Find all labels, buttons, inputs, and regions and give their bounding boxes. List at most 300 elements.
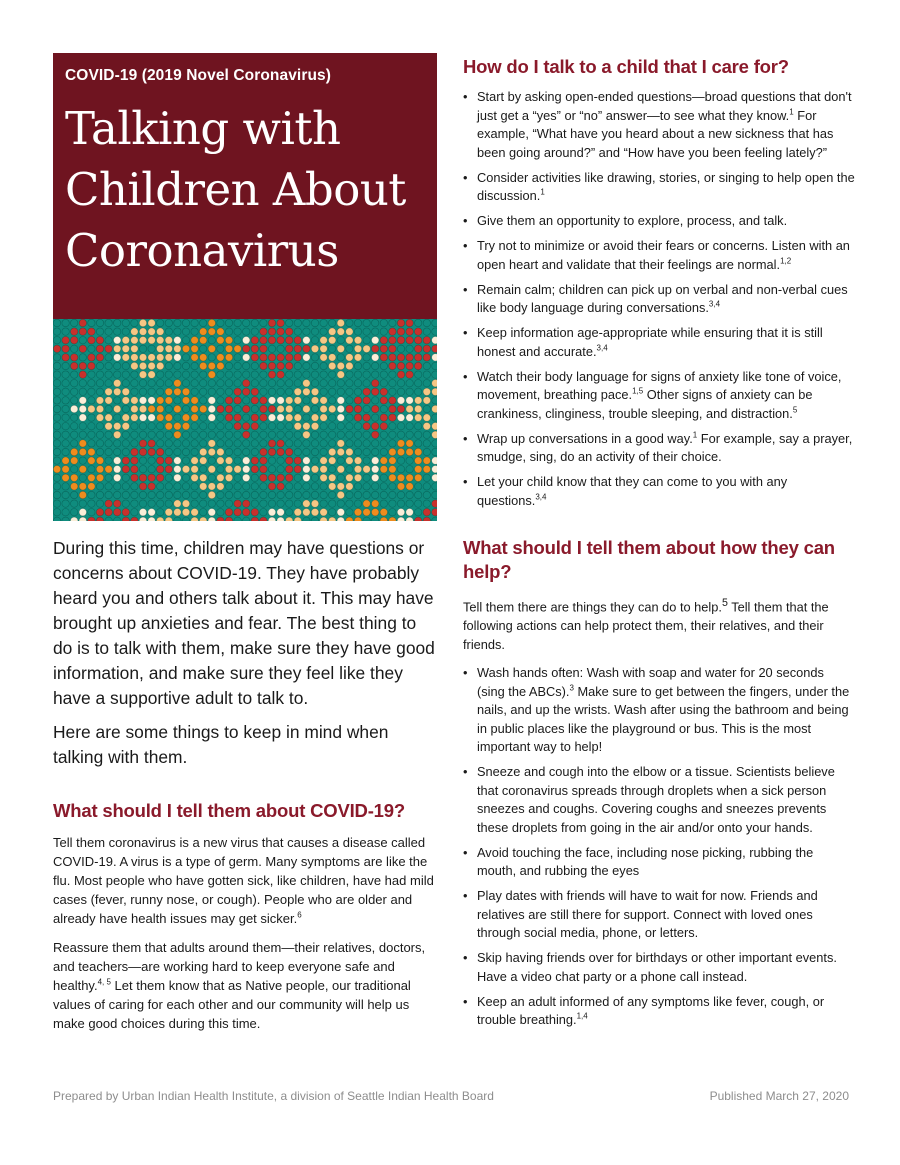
bead bbox=[225, 500, 232, 507]
bead bbox=[53, 371, 60, 378]
bead bbox=[337, 431, 344, 438]
bead bbox=[277, 448, 284, 455]
bead bbox=[225, 423, 232, 430]
section-paragraph bbox=[53, 938, 438, 1033]
list-item bbox=[463, 887, 855, 943]
bead bbox=[294, 474, 301, 481]
bead bbox=[346, 500, 353, 507]
bead bbox=[346, 337, 353, 344]
bead bbox=[165, 457, 172, 464]
bead bbox=[397, 431, 404, 438]
bead bbox=[320, 362, 327, 369]
bead bbox=[79, 405, 86, 412]
bead bbox=[320, 328, 327, 335]
bead bbox=[432, 354, 437, 361]
bead bbox=[303, 345, 310, 352]
bead bbox=[406, 371, 413, 378]
bead bbox=[174, 371, 181, 378]
bead bbox=[415, 466, 422, 473]
bead bbox=[320, 388, 327, 395]
bead bbox=[225, 405, 232, 412]
bead bbox=[329, 414, 336, 421]
bead bbox=[268, 500, 275, 507]
bead bbox=[131, 354, 138, 361]
list-item-text: Give them an opportunity to explore, process, and talk. bbox=[477, 213, 788, 228]
bead bbox=[432, 319, 437, 326]
bead bbox=[131, 517, 138, 521]
bead bbox=[277, 362, 284, 369]
bead bbox=[62, 414, 69, 421]
bead bbox=[277, 517, 284, 521]
bead bbox=[114, 337, 121, 344]
bead bbox=[354, 405, 361, 412]
section-paragraph bbox=[53, 833, 438, 928]
citation: 3,4 bbox=[596, 343, 608, 353]
bead bbox=[260, 371, 267, 378]
bead bbox=[225, 371, 232, 378]
bead bbox=[165, 380, 172, 387]
bead bbox=[380, 380, 387, 387]
bead bbox=[234, 431, 241, 438]
bead bbox=[105, 414, 112, 421]
bead bbox=[329, 319, 336, 326]
bead bbox=[79, 466, 86, 473]
bead bbox=[389, 319, 396, 326]
bead bbox=[432, 337, 437, 344]
bead bbox=[217, 483, 224, 490]
bead bbox=[225, 431, 232, 438]
bead bbox=[131, 466, 138, 473]
bead bbox=[208, 362, 215, 369]
bead bbox=[432, 483, 437, 490]
bead bbox=[243, 371, 250, 378]
list-item bbox=[463, 324, 855, 361]
bead bbox=[311, 483, 318, 490]
bead bbox=[389, 509, 396, 516]
bead bbox=[311, 371, 318, 378]
bead bbox=[294, 491, 301, 498]
bead bbox=[423, 491, 430, 498]
bead bbox=[105, 405, 112, 412]
bead bbox=[53, 500, 60, 507]
bead bbox=[363, 337, 370, 344]
bead bbox=[337, 405, 344, 412]
bead bbox=[260, 319, 267, 326]
bead bbox=[389, 388, 396, 395]
bead bbox=[320, 319, 327, 326]
bead bbox=[217, 440, 224, 447]
bead bbox=[243, 345, 250, 352]
bead bbox=[432, 431, 437, 438]
bead bbox=[157, 483, 164, 490]
bead bbox=[96, 440, 103, 447]
bead bbox=[286, 517, 293, 521]
bead bbox=[320, 397, 327, 404]
bead bbox=[389, 380, 396, 387]
bead bbox=[53, 397, 60, 404]
bead bbox=[62, 440, 69, 447]
bead bbox=[234, 466, 241, 473]
talk-tips-list bbox=[463, 88, 855, 510]
bead bbox=[389, 474, 396, 481]
bead bbox=[157, 509, 164, 516]
bead bbox=[96, 517, 103, 521]
bead bbox=[311, 474, 318, 481]
bead bbox=[182, 354, 189, 361]
bead bbox=[406, 405, 413, 412]
bead bbox=[114, 509, 121, 516]
bead bbox=[243, 500, 250, 507]
bead bbox=[217, 354, 224, 361]
bead bbox=[286, 362, 293, 369]
bead bbox=[165, 354, 172, 361]
bead bbox=[251, 354, 258, 361]
bead bbox=[53, 362, 60, 369]
bead bbox=[148, 509, 155, 516]
bead bbox=[294, 457, 301, 464]
bead bbox=[320, 517, 327, 521]
bead bbox=[337, 362, 344, 369]
bead bbox=[79, 500, 86, 507]
bead bbox=[165, 414, 172, 421]
bead bbox=[380, 474, 387, 481]
bead bbox=[139, 491, 146, 498]
bead bbox=[79, 345, 86, 352]
bead bbox=[363, 328, 370, 335]
bead bbox=[372, 380, 379, 387]
bead bbox=[423, 354, 430, 361]
bead bbox=[372, 405, 379, 412]
bead bbox=[260, 431, 267, 438]
bead bbox=[380, 405, 387, 412]
bead bbox=[286, 319, 293, 326]
bead bbox=[174, 414, 181, 421]
bead bbox=[96, 371, 103, 378]
bead bbox=[268, 414, 275, 421]
bead bbox=[62, 509, 69, 516]
bead bbox=[225, 337, 232, 344]
bead bbox=[432, 414, 437, 421]
bead bbox=[372, 354, 379, 361]
bead bbox=[122, 388, 129, 395]
bead bbox=[62, 500, 69, 507]
bead bbox=[71, 500, 78, 507]
bead bbox=[217, 431, 224, 438]
bead bbox=[105, 517, 112, 521]
bead bbox=[389, 483, 396, 490]
bead bbox=[423, 380, 430, 387]
bead bbox=[79, 328, 86, 335]
bead bbox=[243, 491, 250, 498]
bead bbox=[363, 517, 370, 521]
bead bbox=[182, 371, 189, 378]
bead bbox=[96, 337, 103, 344]
bead bbox=[286, 423, 293, 430]
bead bbox=[131, 397, 138, 404]
list-item-text: Other signs of anxiety can be crankiness, clinginess, trouble sleeping, and distraction. bbox=[477, 387, 813, 421]
bead bbox=[251, 345, 258, 352]
bead bbox=[329, 509, 336, 516]
bead bbox=[122, 414, 129, 421]
bead bbox=[217, 397, 224, 404]
bead bbox=[208, 474, 215, 481]
bead bbox=[389, 448, 396, 455]
bead bbox=[96, 466, 103, 473]
bead bbox=[380, 431, 387, 438]
bead bbox=[286, 405, 293, 412]
bead bbox=[260, 457, 267, 464]
bead bbox=[53, 328, 60, 335]
bead bbox=[363, 362, 370, 369]
bead bbox=[208, 354, 215, 361]
list-item-text: Watch their body language for signs of anxiety like tone of voice, movement, breathing pace. bbox=[477, 368, 842, 402]
bead bbox=[105, 457, 112, 464]
bead bbox=[363, 483, 370, 490]
intro-paragraph: Here are some things to keep in mind when talking with them. bbox=[53, 722, 389, 767]
bead bbox=[268, 405, 275, 412]
bead bbox=[217, 337, 224, 344]
bead bbox=[191, 431, 198, 438]
bead bbox=[260, 483, 267, 490]
bead bbox=[286, 337, 293, 344]
bead bbox=[311, 388, 318, 395]
bead bbox=[432, 448, 437, 455]
bead bbox=[320, 466, 327, 473]
list-item bbox=[463, 237, 855, 274]
bead bbox=[208, 345, 215, 352]
bead bbox=[139, 362, 146, 369]
bead bbox=[286, 371, 293, 378]
bead bbox=[96, 448, 103, 455]
bead bbox=[251, 517, 258, 521]
bead bbox=[415, 457, 422, 464]
bead bbox=[397, 474, 404, 481]
bead bbox=[415, 483, 422, 490]
bead bbox=[260, 354, 267, 361]
bead bbox=[243, 517, 250, 521]
bead bbox=[174, 423, 181, 430]
bead bbox=[423, 319, 430, 326]
bead bbox=[251, 474, 258, 481]
bead bbox=[182, 414, 189, 421]
bead bbox=[191, 423, 198, 430]
citation: 1 bbox=[540, 187, 545, 197]
bead bbox=[139, 414, 146, 421]
bead bbox=[286, 466, 293, 473]
list-item-text: For example, “What have you heard about a new sickness that has been going around?” and “How have you been feeling lately?” bbox=[477, 107, 834, 160]
bead bbox=[148, 517, 155, 521]
bead bbox=[53, 457, 60, 464]
bead bbox=[71, 517, 78, 521]
bead bbox=[182, 319, 189, 326]
bead bbox=[88, 474, 95, 481]
bead bbox=[122, 380, 129, 387]
bead bbox=[71, 457, 78, 464]
bead bbox=[372, 509, 379, 516]
bead bbox=[62, 448, 69, 455]
bead bbox=[380, 448, 387, 455]
bead bbox=[260, 509, 267, 516]
bead bbox=[79, 337, 86, 344]
bead bbox=[71, 440, 78, 447]
intro-text bbox=[53, 536, 439, 779]
bead bbox=[182, 474, 189, 481]
bead bbox=[354, 397, 361, 404]
bead bbox=[251, 405, 258, 412]
bead bbox=[105, 491, 112, 498]
bead bbox=[139, 509, 146, 516]
bead bbox=[423, 414, 430, 421]
bead bbox=[114, 474, 121, 481]
bead bbox=[432, 380, 437, 387]
bead bbox=[217, 457, 224, 464]
bead bbox=[191, 405, 198, 412]
bead bbox=[88, 405, 95, 412]
bead bbox=[320, 483, 327, 490]
bead bbox=[329, 431, 336, 438]
bead bbox=[191, 319, 198, 326]
bead bbox=[71, 405, 78, 412]
bead bbox=[311, 397, 318, 404]
bead bbox=[234, 500, 241, 507]
bead bbox=[217, 380, 224, 387]
bead bbox=[200, 397, 207, 404]
citation: 4, 5 bbox=[97, 977, 111, 987]
bead bbox=[191, 448, 198, 455]
bead bbox=[139, 328, 146, 335]
bead bbox=[191, 474, 198, 481]
bead bbox=[165, 397, 172, 404]
bead bbox=[363, 457, 370, 464]
bead bbox=[251, 380, 258, 387]
bead bbox=[157, 448, 164, 455]
bead bbox=[329, 405, 336, 412]
bead bbox=[53, 483, 60, 490]
bead bbox=[79, 362, 86, 369]
bead bbox=[243, 328, 250, 335]
bead bbox=[131, 500, 138, 507]
bead bbox=[114, 397, 121, 404]
bead bbox=[320, 457, 327, 464]
bead bbox=[105, 423, 112, 430]
hero-banner bbox=[53, 53, 437, 319]
bead bbox=[294, 509, 301, 516]
bead bbox=[303, 388, 310, 395]
bead bbox=[217, 466, 224, 473]
bead bbox=[208, 371, 215, 378]
bead bbox=[354, 457, 361, 464]
bead bbox=[286, 380, 293, 387]
bead bbox=[88, 440, 95, 447]
bead bbox=[96, 354, 103, 361]
bead bbox=[268, 397, 275, 404]
bead bbox=[294, 319, 301, 326]
bead bbox=[294, 345, 301, 352]
bead bbox=[200, 405, 207, 412]
bead bbox=[139, 388, 146, 395]
bead bbox=[303, 483, 310, 490]
bead bbox=[251, 500, 258, 507]
bead bbox=[174, 380, 181, 387]
bead bbox=[397, 517, 404, 521]
bead bbox=[415, 517, 422, 521]
bead bbox=[174, 405, 181, 412]
bead bbox=[397, 362, 404, 369]
bead bbox=[79, 354, 86, 361]
bead bbox=[225, 440, 232, 447]
bead bbox=[200, 509, 207, 516]
bead bbox=[372, 345, 379, 352]
bead bbox=[122, 431, 129, 438]
bead bbox=[234, 509, 241, 516]
bead bbox=[62, 371, 69, 378]
bead bbox=[62, 337, 69, 344]
hero-label: COVID-19 (2019 Novel Coronavirus) bbox=[65, 67, 332, 84]
list-item bbox=[463, 430, 855, 467]
bead bbox=[380, 517, 387, 521]
bead bbox=[251, 431, 258, 438]
bead bbox=[260, 466, 267, 473]
bead bbox=[303, 397, 310, 404]
bead bbox=[320, 371, 327, 378]
bead bbox=[131, 431, 138, 438]
list-item-text: Make sure to get between the fingers, under the nails, and up the wrists. Wash after using the bathroom and being in public places like the playground or bus. This is the most important way to help! bbox=[477, 683, 850, 755]
bead bbox=[329, 345, 336, 352]
bead bbox=[217, 319, 224, 326]
bead bbox=[277, 500, 284, 507]
bead bbox=[62, 319, 69, 326]
bead bbox=[415, 362, 422, 369]
bead bbox=[53, 423, 60, 430]
bead bbox=[200, 328, 207, 335]
bead bbox=[337, 319, 344, 326]
bead bbox=[71, 474, 78, 481]
bead bbox=[148, 354, 155, 361]
bead bbox=[320, 474, 327, 481]
bead bbox=[260, 328, 267, 335]
bead bbox=[423, 517, 430, 521]
bead bbox=[79, 457, 86, 464]
paragraph-text: Tell them there are things they can do to help. bbox=[463, 599, 722, 615]
bead bbox=[139, 474, 146, 481]
list-item-text: Sneeze and cough into the elbow or a tissue. Scientists believe that coronavirus spreads through droplets when a sick person sneezes and coughs. Covering coughs and sneezes prevents these droplets from going in the air and/or onto your hands. bbox=[477, 764, 835, 835]
bead bbox=[303, 517, 310, 521]
bead bbox=[88, 448, 95, 455]
bead bbox=[208, 397, 215, 404]
bead bbox=[346, 319, 353, 326]
bead bbox=[389, 414, 396, 421]
paragraph-text: Reassure them that adults around them—their relatives, doctors, and teachers—are working hard to keep everyone safe and healthy. bbox=[53, 940, 426, 993]
list-item bbox=[463, 993, 855, 1030]
bead bbox=[200, 431, 207, 438]
bead bbox=[71, 354, 78, 361]
bead bbox=[200, 491, 207, 498]
bead bbox=[337, 371, 344, 378]
bead bbox=[286, 354, 293, 361]
bead bbox=[88, 466, 95, 473]
bead bbox=[88, 397, 95, 404]
bead bbox=[114, 457, 121, 464]
bead bbox=[243, 405, 250, 412]
bead bbox=[286, 388, 293, 395]
bead bbox=[251, 371, 258, 378]
bead bbox=[389, 345, 396, 352]
bead bbox=[165, 362, 172, 369]
bead bbox=[71, 509, 78, 516]
bead bbox=[260, 345, 267, 352]
bead bbox=[346, 448, 353, 455]
bead bbox=[157, 440, 164, 447]
